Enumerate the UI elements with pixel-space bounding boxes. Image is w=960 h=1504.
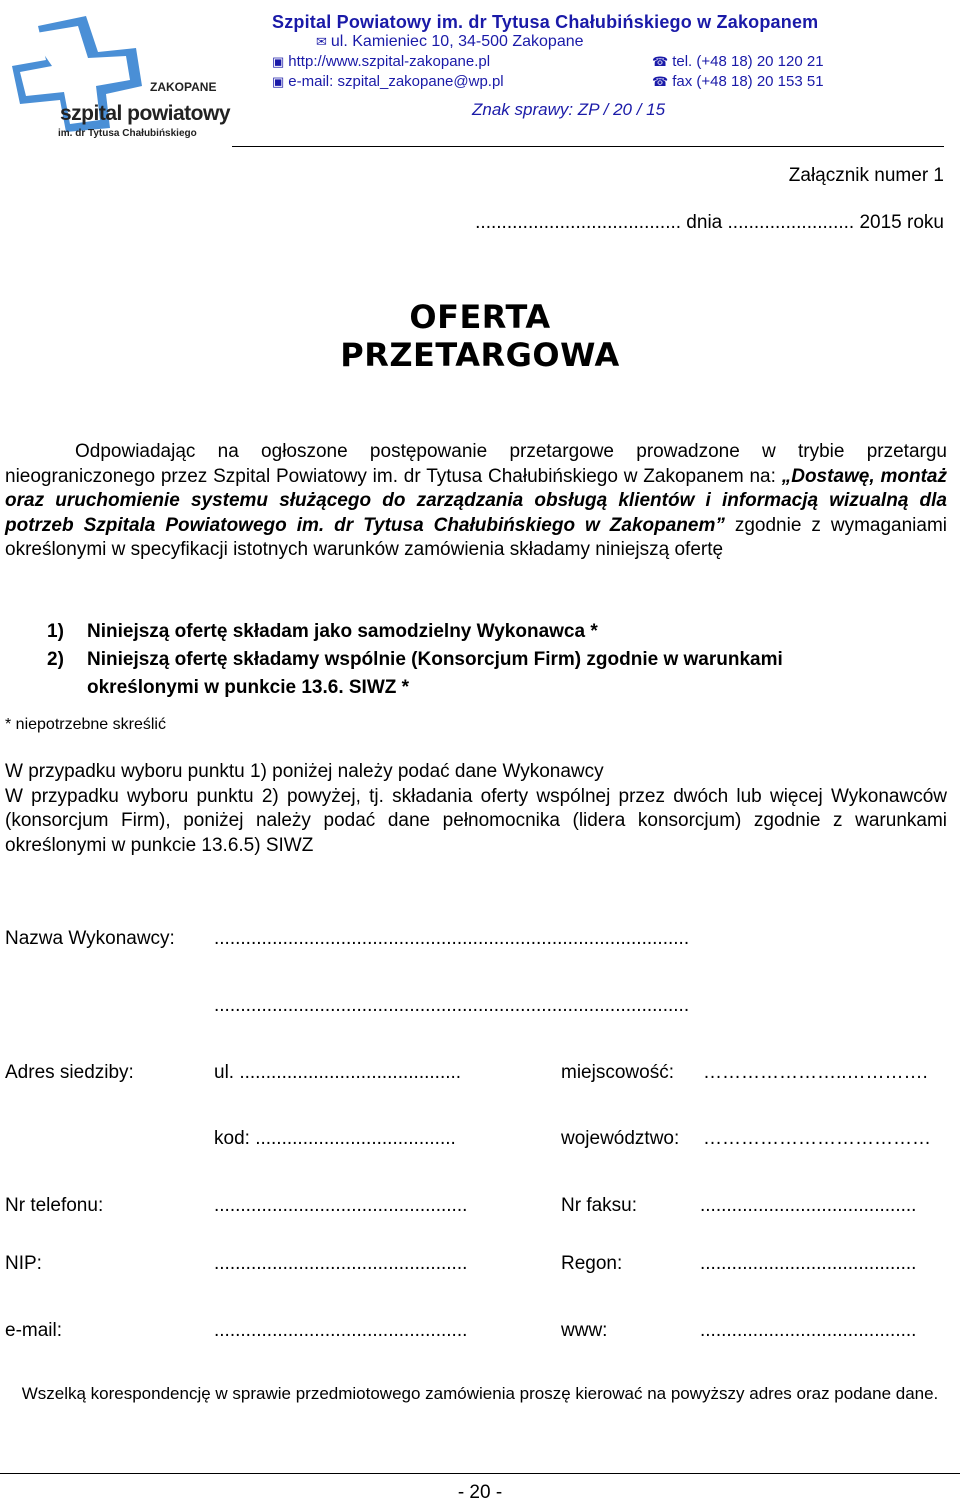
logo-text-main: szpital powiatowy (60, 102, 231, 125)
hospital-address: ul. Kamieniec 10, 34-500 Zakopane (330, 33, 584, 50)
correspondence-text: Wszelką korespondencję w sprawie przedmiotowego zamówienia proszę kierować na powyższy adres oraz podane dane. (21, 1384, 939, 1403)
footer-rule (0, 1473, 960, 1474)
regon-field[interactable]: ......................................... (700, 1253, 917, 1274)
postal-code-field[interactable]: kod: ...................................... (214, 1128, 456, 1149)
phone-icon: ☎ (652, 54, 669, 69)
option-2-continuation: określonymi w punkcie 13.6. SIWZ * (87, 677, 410, 698)
hospital-fax: fax (+48 18) 20 153 51 (672, 73, 824, 90)
option-number: 2) (47, 649, 64, 670)
computer-icon: ▣ (272, 54, 285, 69)
logo-text-sub: im. dr Tytusa Chałubińskiego (58, 128, 197, 139)
offer-options (47, 618, 927, 702)
envelope-icon: ✉ (316, 34, 327, 49)
title-line-2: PRZETARGOWA (340, 336, 620, 374)
address-label: Adres siedziby: (5, 1062, 134, 1083)
computer-icon: ▣ (272, 74, 285, 89)
fax-field[interactable]: ......................................... (700, 1195, 917, 1216)
fax-icon: ☎ (652, 74, 669, 89)
document-title (0, 298, 960, 374)
city-field[interactable]: …………………..…………. (703, 1062, 928, 1083)
hospital-email[interactable]: e-mail: szpital_zakopane@wp.pl (288, 73, 504, 90)
option-text: Niniejszą ofertę składam jako samodzielny Wykonawca * (87, 621, 598, 642)
intro-part-1: Odpowiadając na ogłoszone postępowanie przetargowe prowadzone w trybie przetargu nieograniczonego przez Szpital Powiatowy im. dr Tytusa Chałubińskiego w Zakopanem na: (5, 441, 947, 487)
header-rule (232, 146, 944, 147)
tender-subject: „Dostawę, montaż oraz uruchomienie systemu służącego do zarządzania obsługą klientów i informacją wizualną dla potrzeb Szpitala Powiatowego im. dr Tytusa Chałubińskiego w Zakopanem” (5, 465, 947, 536)
title-line-1: OFERTA (409, 298, 551, 336)
hospital-logo (8, 8, 231, 140)
letterhead (272, 12, 912, 120)
street-field[interactable]: ul. .......................................... (214, 1062, 462, 1083)
phone-label: Nr telefonu: (5, 1195, 104, 1216)
option-2[interactable] (47, 646, 927, 674)
www-field[interactable]: ......................................... (700, 1320, 917, 1341)
logo-text-top: ZAKOPANE (150, 80, 217, 94)
www-label: www: (561, 1320, 608, 1341)
voivodeship-field[interactable]: ……………………………… (703, 1128, 931, 1149)
correspondence-note (0, 1382, 960, 1406)
regon-label: Regon: (561, 1253, 623, 1274)
email-label: e-mail: (5, 1320, 63, 1341)
email-field[interactable]: ................................................ (214, 1320, 468, 1341)
instructions (5, 760, 947, 858)
intro-paragraph (5, 440, 947, 563)
hospital-name: Szpital Powiatowy im. dr Tytusa Chałubińskiego w Zakopanem (272, 12, 819, 32)
name-field[interactable]: .......................................................................................... (214, 928, 690, 949)
name-label: Nazwa Wykonawcy: (5, 928, 175, 949)
case-number: Znak sprawy: ZP / 20 / 15 (472, 100, 666, 119)
nip-field[interactable]: ................................................ (214, 1253, 468, 1274)
phone-field[interactable]: ................................................ (214, 1195, 468, 1216)
intro-part-2: zgodnie z wymaganiami określonymi w specyfikacji istotnych warunków zamówienia składamy niniejszą ofertę (5, 514, 947, 560)
page-number: - 20 - (457, 1482, 503, 1503)
fax-label: Nr faksu: (561, 1195, 638, 1216)
footnote: * niepotrzebne skreślić (5, 716, 166, 733)
option-1[interactable] (47, 618, 927, 646)
option-text: Niniejszą ofertę składamy wspólnie (Konsorcjum Firm) zgodnie w warunkami (87, 649, 783, 670)
nip-label: NIP: (5, 1253, 42, 1274)
date-line: ....................................... dnia ........................ 2015 roku (475, 212, 944, 233)
instruction-line-2: W przypadku wyboru punktu 2) powyżej, tj. składania oferty wspólnej przez dwóch lub więcej Wykonawców (konsorcjum Firm), poniżej należy podać dane pełnomocnika (lidera konsorcjum) zgodnie z warunkami określonymi w punkcie 13.6.5) SIWZ (5, 785, 947, 856)
hospital-phone: tel. (+48 18) 20 120 21 (672, 53, 824, 70)
hospital-website[interactable]: http://www.szpital-zakopane.pl (288, 53, 491, 70)
instruction-line-1: W przypadku wyboru punktu 1) poniżej należy podać dane Wykonawcy (5, 761, 604, 782)
voivodeship-label: województwo: (561, 1128, 680, 1149)
city-label: miejscowość: (561, 1062, 674, 1083)
attachment-label: Załącznik numer 1 (788, 165, 944, 186)
name-field-line-2[interactable]: .......................................................................................... (214, 995, 690, 1016)
option-number: 1) (47, 621, 64, 642)
